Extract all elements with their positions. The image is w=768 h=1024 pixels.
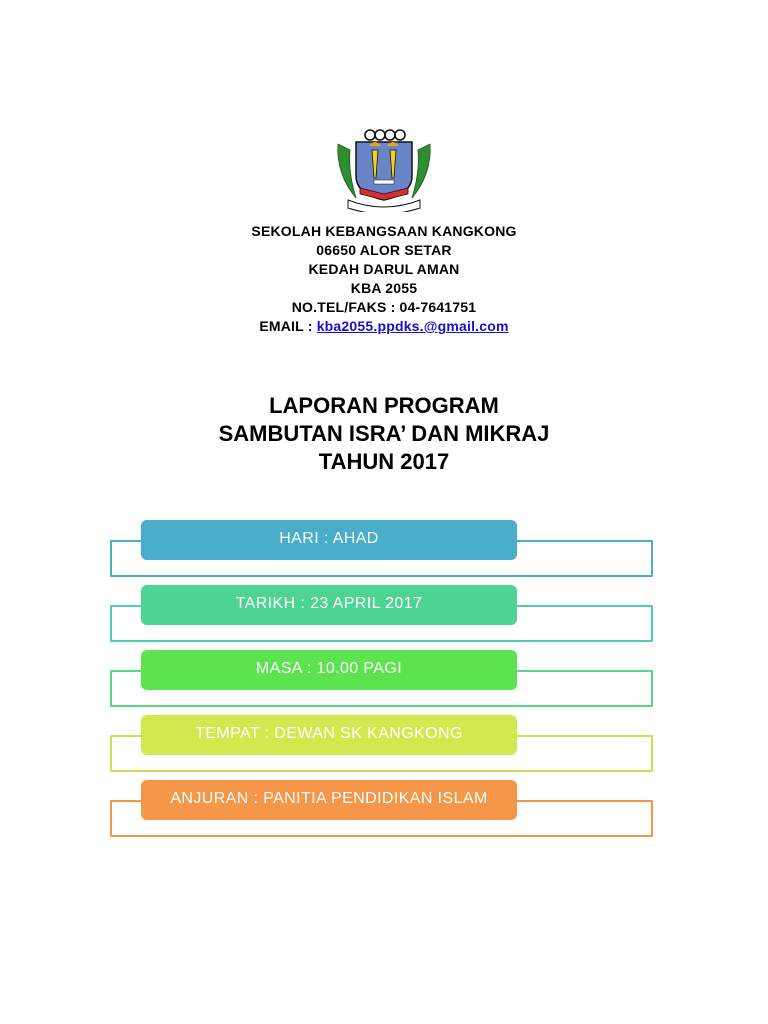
school-email-line xyxy=(0,317,768,336)
email-link[interactable]: kba2055.ppdks.@gmail.com xyxy=(316,318,509,334)
report-title-line-1: LAPORAN PROGRAM xyxy=(269,393,499,418)
report-title-line-2: SAMBUTAN ISRA’ DAN MIKRAJ xyxy=(218,421,550,446)
school-logo xyxy=(334,124,434,212)
school-address-block xyxy=(0,222,768,336)
school-name: SEKOLAH KEBANGSAAN KANGKONG xyxy=(251,223,517,239)
detail-pill-venue: TEMPAT : DEWAN SK KANGKONG xyxy=(141,715,517,755)
detail-pill-time: MASA : 10.00 PAGI xyxy=(141,650,517,690)
detail-pill-date: TARIKH : 23 APRIL 2017 xyxy=(141,585,517,625)
school-code: KBA 2055 xyxy=(350,280,418,296)
school-postcode-city: 06650 ALOR SETAR xyxy=(316,242,452,258)
detail-row-organizer xyxy=(110,780,655,870)
school-phone: NO.TEL/FAKS : 04-7641751 xyxy=(291,299,477,315)
detail-pill-organizer: ANJURAN : PANITIA PENDIDIKAN ISLAM xyxy=(141,780,517,820)
email-label: EMAIL : xyxy=(259,318,317,334)
report-title xyxy=(0,392,768,476)
school-state: KEDAH DARUL AMAN xyxy=(308,261,460,277)
detail-pill-day: HARI : AHAD xyxy=(141,520,517,560)
report-title-line-3: TAHUN 2017 xyxy=(318,449,450,474)
